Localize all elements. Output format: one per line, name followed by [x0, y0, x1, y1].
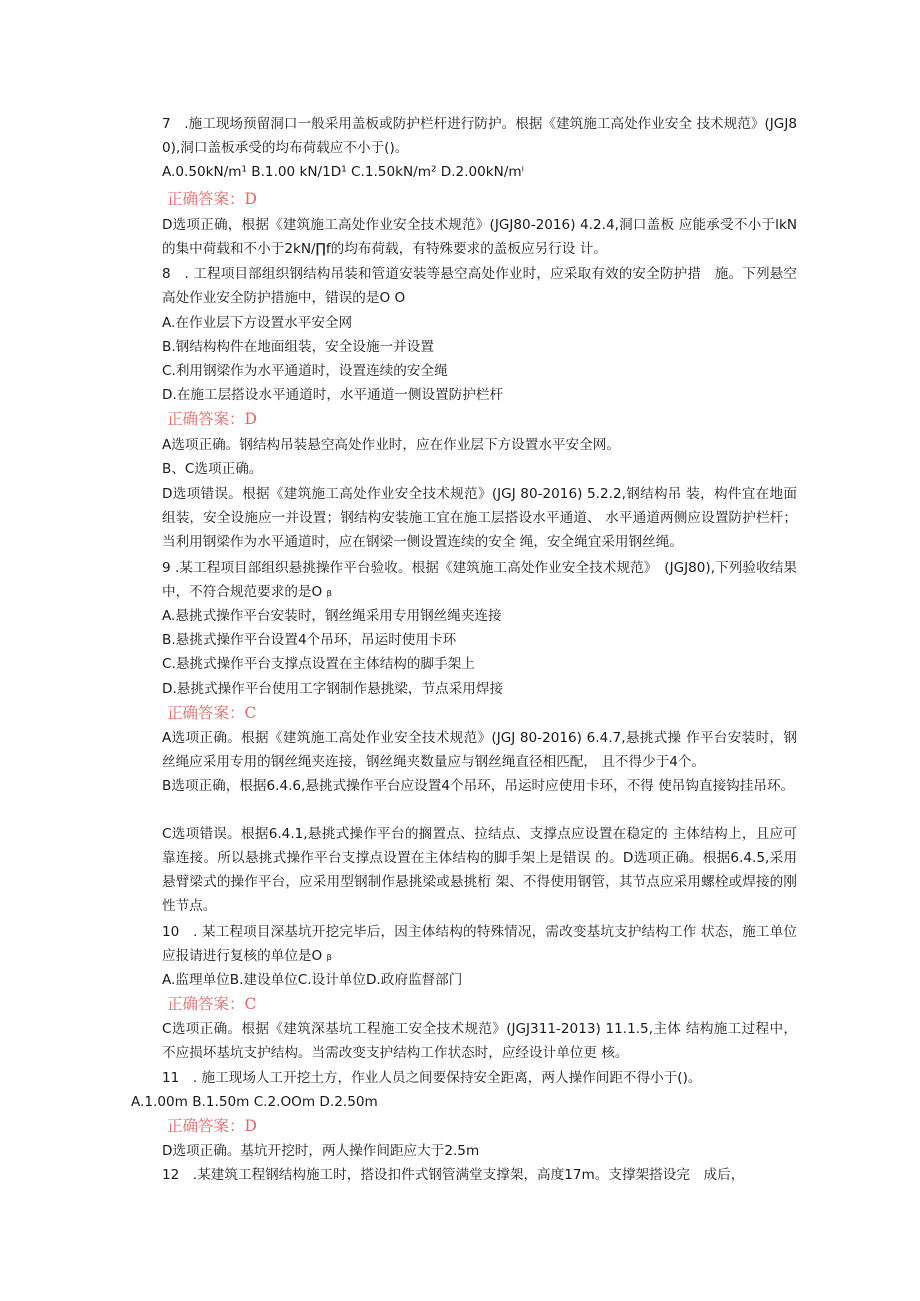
question-10-stem: 10 . 某工程项目深基坑开挖完毕后，因主体结构的特殊情况，需改变基坑支护结构工作 状态，施工单位应报请进行复核的单位是O ᵦ [162, 924, 797, 964]
question-8-option-d: D.在施工层搭设水平通道时，水平通道一侧设置防护栏杆 [162, 387, 504, 403]
question-7-answer: 正确答案：D [167, 190, 257, 208]
question-9-explanation-b: B选项正确，根据6.4.6,悬挑式操作平台应设置4个吊环，吊运时应使用卡环，不得 使吊钩直接钩挂吊环。 [162, 778, 795, 794]
question-9-stem: 9 .某工程项目部组织悬挑操作平台验收。根据《建筑施工高处作业安全技术规范》 (JGJ80),下列验收结果中，不符合规范要求的是O ᵦ [162, 560, 797, 600]
question-7-options: A.0.50kN/m¹ B.1.00 kN/1D¹ C.1.50kN/m² D.2.00kN/mⁱ [162, 164, 525, 180]
question-9-explanation-a: A选项正确。根据《建筑施工高处作业安全技术规范》(JGJ 80-2016) 6.4.7,悬挑式操 作平台安装时，钢丝绳应采用专用的钢丝绳夹连接，钢丝绳夹数量应与钢丝绳直径相匹配， 且不得少于4个。 [162, 730, 797, 770]
question-8-option-b: B.钢结构构件在地面组装，安全设施一并设置 [162, 339, 434, 355]
question-10-options: A.监理单位B.建设单位C.设计单位D.政府监督部门 [162, 972, 463, 988]
question-8-explanation-d: D选项错误。根据《建筑施工高处作业安全技术规范》(JGJ 80-2016) 5.2.2,钢结构吊 装，构件宜在地面组装，安全设施应一并设置；钢结构安装施工宜在施工层搭设水平通道、 水平通道两侧应设置防护栏杆；当利用钢梁作为水平通道时，应在钢梁一侧设置连续的安全 绳，安全绳宜采用钢丝绳。 [162, 486, 797, 550]
question-7-explanation: D选项正确，根据《建筑施工高处作业安全技术规范》(JGJ80-2016) 4.2.4,洞口盖板 应能承受不小于lkN的集中荷载和不小于2kN/∏f的均布荷载，有特殊要求的盖板应另行设 计。 [162, 217, 797, 257]
question-11-stem: 11 . 施工现场人工开挖土方，作业人员之间要保持安全距离，两人操作间距不得小于()。 [162, 1070, 702, 1086]
question-11-options: A.1.00m B.1.50m C.2.OOm D.2.50m [131, 1094, 378, 1110]
question-8-explanation-bc: B、C选项正确。 [162, 461, 263, 477]
question-8-option-a: A.在作业层下方设置水平安全网 [162, 315, 353, 331]
question-9-answer: 正确答案：C [167, 704, 257, 722]
question-11-explanation: D选项正确。基坑开挖时，两人操作间距应大于2.5m [162, 1143, 480, 1159]
question-8-answer: 正确答案：D [167, 410, 257, 428]
question-8-explanation-a: A选项正确。钢结构吊装悬空高处作业时，应在作业层下方设置水平安全网。 [162, 437, 620, 453]
question-11-answer: 正确答案：D [167, 1117, 257, 1135]
question-9-option-a: A.悬挑式操作平台安装时，钢丝绳采用专用钢丝绳夹连接 [162, 608, 502, 624]
question-12-stem: 12 .某建筑工程钢结构施工时，搭设扣件式钢管满堂支撑架，高度17m。支撑架搭设完 成后， [162, 1167, 745, 1183]
question-7-stem: 7 .施工现场预留洞口一般采用盖板或防护栏杆进行防护。根据《建筑施工高处作业安全 技术规范》(JGJ80),洞口盖板承受的均布荷载应不小于()。 [162, 116, 797, 156]
question-10-answer: 正确答案：C [167, 995, 257, 1013]
question-8-stem: 8 . 工程项目部组织钢结构吊装和管道安装等悬空高处作业时，应采取有效的安全防护措 施。下列悬空高处作业安全防护措施中，错误的是O O [162, 266, 797, 306]
question-9-option-b: B.悬挑式操作平台设置4个吊环，吊运时使用卡环 [162, 632, 457, 648]
question-8-option-c: C.利用钢梁作为水平通道时，设置连续的安全绳 [162, 363, 448, 379]
question-9-option-c: C.悬挑式操作平台支撑点设置在主体结构的脚手架上 [162, 656, 475, 672]
question-9-option-d: D.悬挑式操作平台使用工字钢制作悬挑梁，节点采用焊接 [162, 681, 504, 697]
question-10-explanation: C选项正确。根据《建筑深基坑工程施工安全技术规范》(JGJ311-2013) 11.1.5,主体 结构施工过程中，不应损坏基坑支护结构。当需改变支护结构工作状态时，应经设计单位更 核。 [162, 1021, 797, 1061]
question-9-explanation-cd: C选项错误。根据6.4.1,悬挑式操作平台的搁置点、拉结点、支撑点应设置在稳定的 主体结构上，且应可靠连接。所以悬挑式操作平台支撑点设置在主体结构的脚手架上是错误 的。D选项正确。根据6.4.5,采用悬臂梁式的操作平台，应采用型钢制作悬挑梁或悬挑桁 架、不得使用钢管，其节点应采用螺栓或焊接的刚性节点。 [162, 826, 797, 914]
